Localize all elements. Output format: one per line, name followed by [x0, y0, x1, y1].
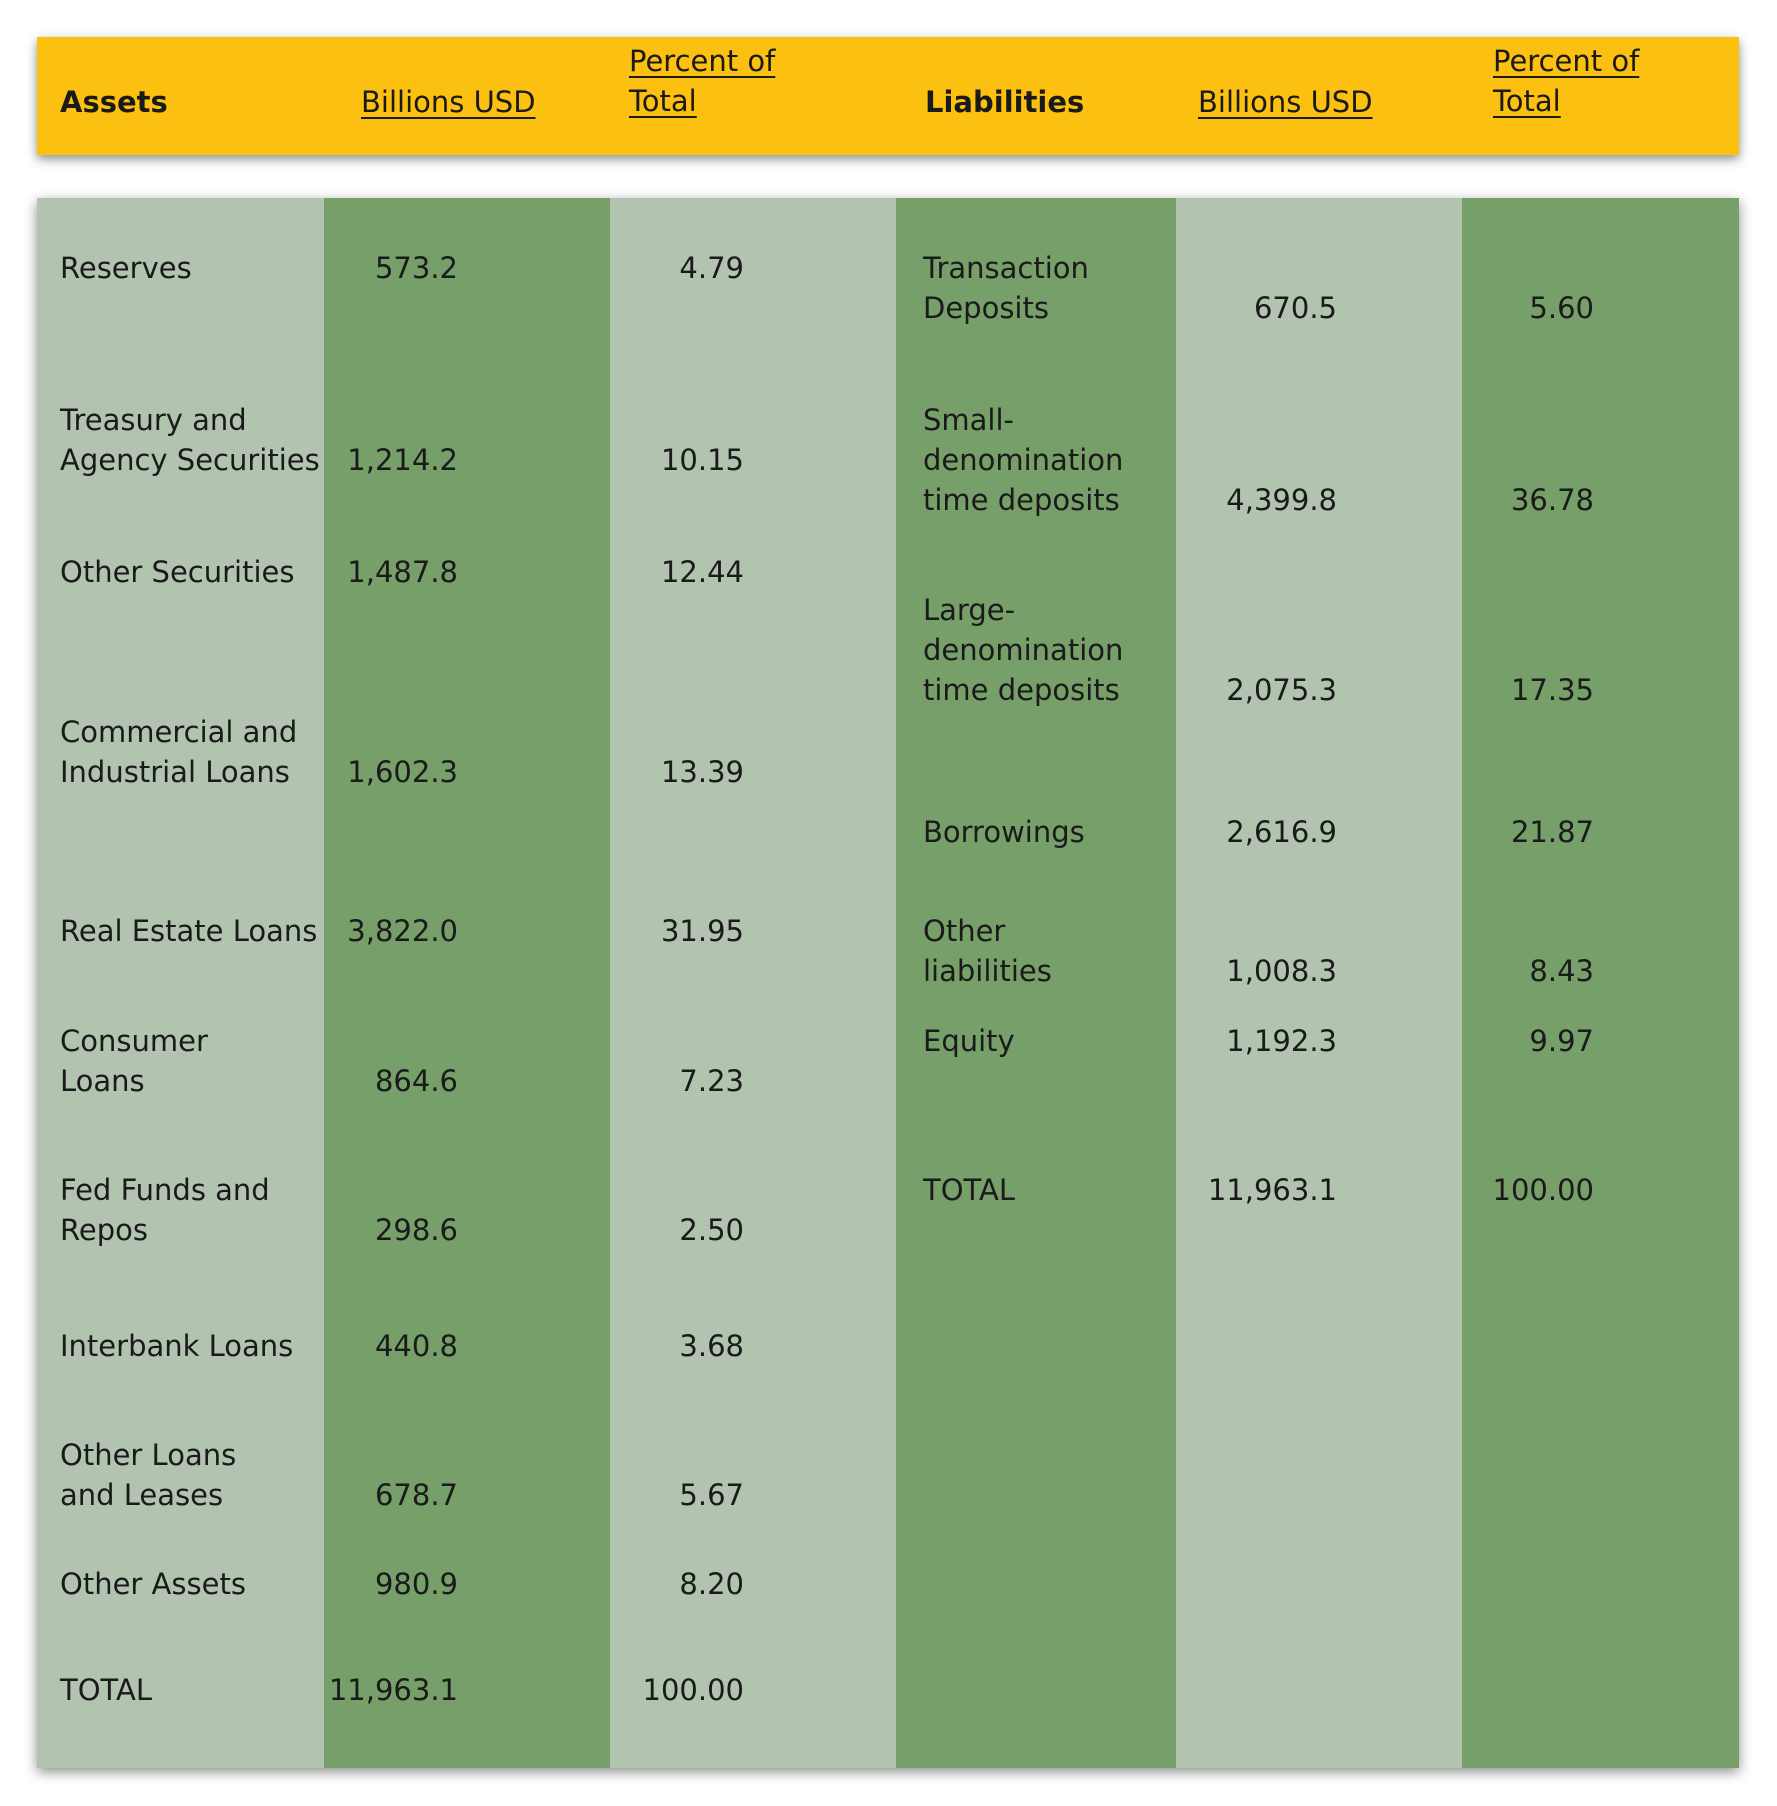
- liability-percent: 17.35: [1510, 673, 1594, 707]
- asset-billions: 678.7: [374, 1478, 458, 1512]
- liability-label: Large- denomination time deposits: [923, 593, 1124, 707]
- header-assets-percent: Percent of Total: [629, 44, 776, 118]
- header-assets: Assets: [60, 85, 168, 119]
- liability-label: TOTAL: [923, 1173, 1015, 1207]
- asset-label: Treasury and Agency Securities: [60, 403, 320, 477]
- liability-billions: 670.5: [1253, 291, 1337, 325]
- liability-percent: 8.43: [1529, 954, 1594, 988]
- asset-percent: 4.79: [679, 251, 744, 285]
- asset-label: Other Loans and Leases: [60, 1438, 237, 1512]
- table-header: [37, 37, 1739, 155]
- asset-percent: 10.15: [660, 443, 744, 477]
- asset-billions: 11,963.1: [328, 1673, 458, 1707]
- asset-billions: 980.9: [374, 1567, 458, 1601]
- liability-billions: 1,192.3: [1226, 1024, 1337, 1058]
- liability-label: Borrowings: [923, 815, 1085, 849]
- asset-percent: 8.20: [679, 1567, 744, 1601]
- liability-percent: 36.78: [1510, 483, 1594, 517]
- asset-percent: 7.23: [679, 1064, 744, 1098]
- asset-billions: 440.8: [374, 1329, 458, 1363]
- liability-percent: 5.60: [1529, 291, 1594, 325]
- liability-billions: 2,075.3: [1226, 673, 1337, 707]
- header-liabilities: Liabilities: [925, 85, 1085, 119]
- table-body: [37, 198, 1739, 1768]
- asset-percent: 5.67: [679, 1478, 744, 1512]
- column-assets-percent: [610, 198, 896, 1768]
- liability-percent: 100.00: [1492, 1173, 1594, 1207]
- asset-percent: 12.44: [660, 555, 744, 589]
- asset-percent: 31.95: [660, 914, 744, 948]
- header-assets-billions: Billions USD: [361, 85, 536, 119]
- asset-billions: 1,487.8: [347, 555, 458, 589]
- liability-billions: 2,616.9: [1226, 815, 1337, 849]
- asset-label: Reserves: [60, 251, 192, 285]
- liability-billions: 1,008.3: [1226, 954, 1337, 988]
- asset-billions: 1,214.2: [347, 443, 458, 477]
- asset-label: Real Estate Loans: [60, 914, 318, 948]
- asset-percent: 3.68: [679, 1329, 744, 1363]
- asset-label: Commercial and Industrial Loans: [60, 715, 298, 789]
- header-liabilities-percent: Percent of Total: [1493, 44, 1640, 118]
- asset-billions: 1,602.3: [347, 755, 458, 789]
- asset-percent: 13.39: [660, 755, 744, 789]
- asset-label: Interbank Loans: [60, 1329, 294, 1363]
- liability-percent: 21.87: [1510, 815, 1594, 849]
- asset-label: TOTAL: [60, 1673, 152, 1707]
- asset-label: Other Assets: [60, 1567, 246, 1601]
- asset-billions: 3,822.0: [347, 914, 458, 948]
- asset-billions: 864.6: [374, 1064, 458, 1098]
- asset-billions: 573.2: [374, 251, 458, 285]
- header-liabilities-billions: Billions USD: [1198, 85, 1373, 119]
- liability-label: Small- denomination time deposits: [923, 403, 1124, 517]
- asset-billions: 298.6: [374, 1213, 458, 1247]
- column-assets-billions: [324, 198, 610, 1768]
- asset-label: Consumer Loans: [60, 1024, 208, 1098]
- liability-label: Transaction Deposits: [923, 251, 1089, 325]
- asset-percent: 2.50: [679, 1213, 744, 1247]
- liability-label: Other liabilities: [923, 914, 1052, 988]
- asset-label: Fed Funds and Repos: [60, 1173, 270, 1247]
- liability-label: Equity: [923, 1024, 1015, 1058]
- liability-percent: 9.97: [1529, 1024, 1594, 1058]
- asset-percent: 100.00: [642, 1673, 744, 1707]
- liability-billions: 4,399.8: [1226, 483, 1337, 517]
- asset-label: Other Securities: [60, 555, 295, 589]
- liability-billions: 11,963.1: [1207, 1173, 1337, 1207]
